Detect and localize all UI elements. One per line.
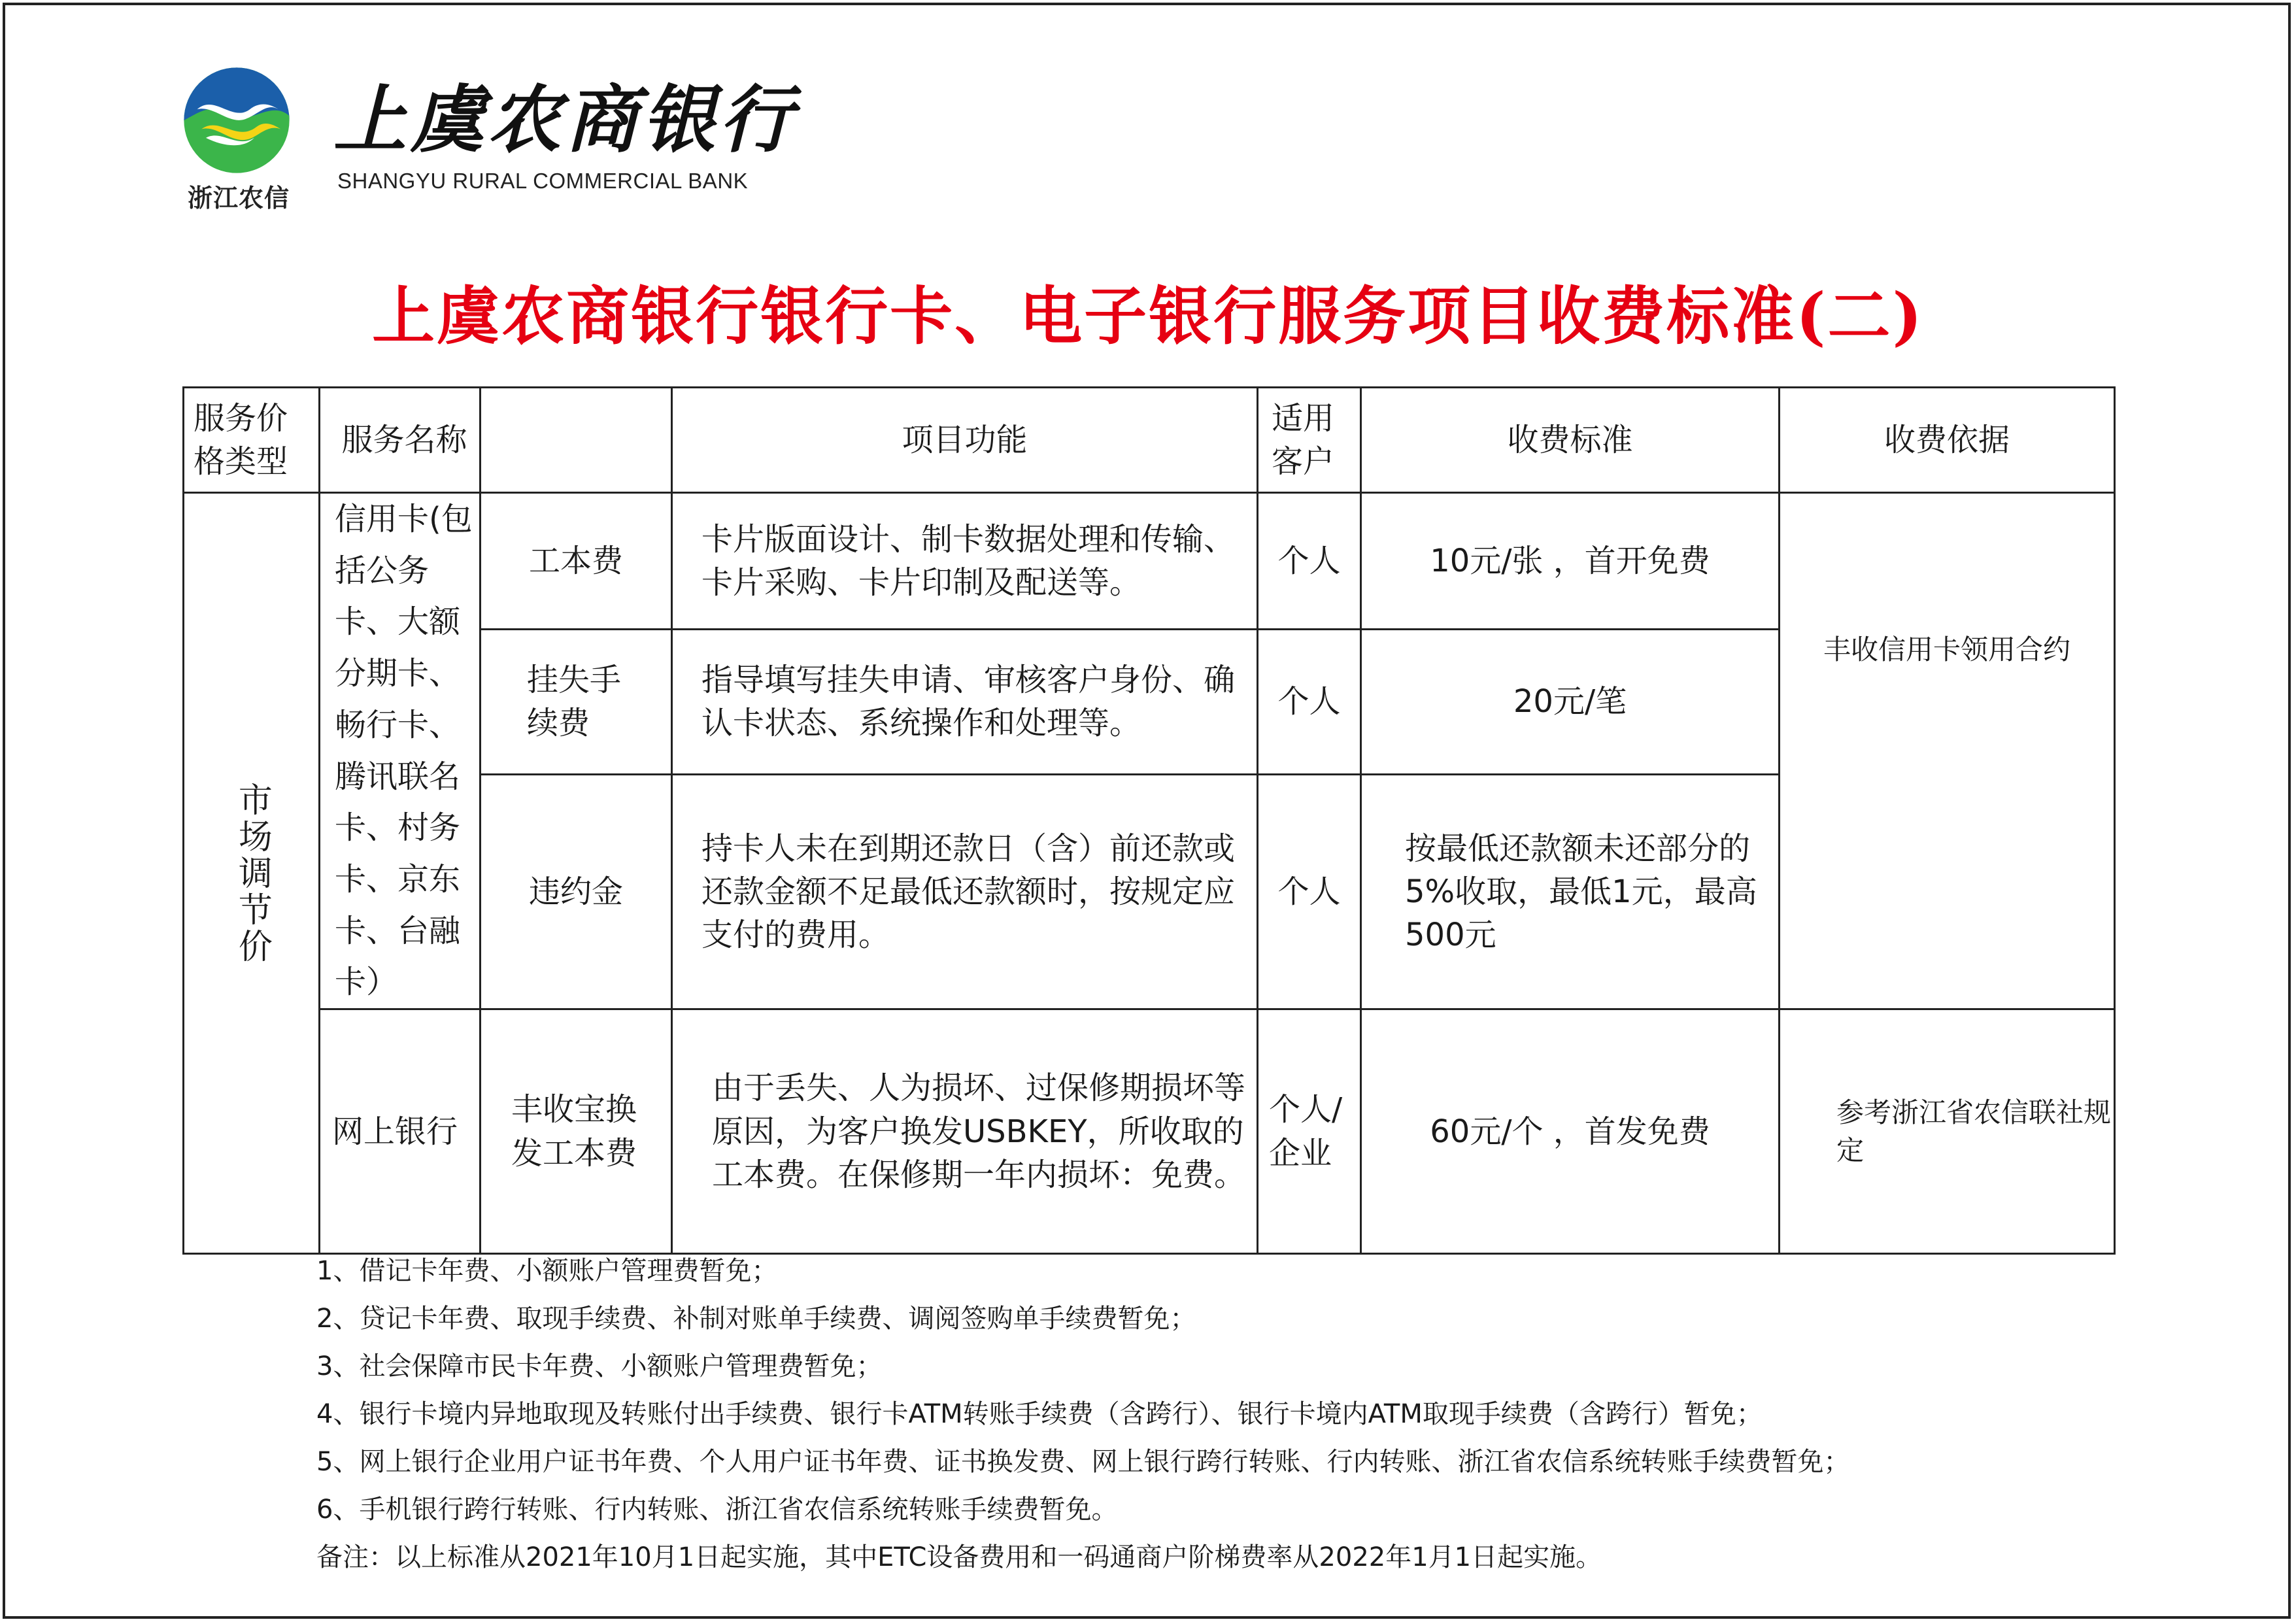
item-name: 工本费 (481, 493, 672, 630)
logo-caption: 浙江农信 (187, 184, 290, 212)
fee-standard: 10元/张 ，首开免费 (1361, 493, 1780, 630)
table-row (184, 1009, 2115, 1254)
bank-name: 上虞农商银行 (333, 77, 796, 163)
item-function: 指导填写挂失申请、审核客户身份、确认卡状态、系统操作和处理等。 (672, 629, 1258, 774)
bank-logo (177, 65, 301, 212)
item-name: 挂失手续费 (481, 629, 672, 774)
customer-type: 个人 (1258, 629, 1361, 774)
note-item: 4、银行卡境内异地取现及转账付出手续费、银行卡ATM转账手续费（含跨行）、银行卡境内ATM取现手续费（含跨行）暂免； (316, 1399, 1763, 1429)
header-fee-standard: 收费标准 (1361, 388, 1780, 493)
header-price-type: 服务价格类型 (184, 388, 320, 493)
note-item: 6、手机银行跨行转账、行内转账、浙江省农信系统转账手续费暂免。 (316, 1495, 1118, 1525)
item-function: 持卡人未在到期还款日（含）前还款或还款金额不足最低还款额时，按规定应支付的费用。 (672, 774, 1258, 1009)
zhejiang-rural-credit-logo-icon (182, 65, 292, 175)
note-item: 3、社会保障市民卡年费、小额账户管理费暂免； (316, 1351, 883, 1381)
item-name: 丰收宝换发工本费 (481, 1009, 672, 1254)
fee-standard: 60元/个 ，首发免费 (1361, 1009, 1780, 1254)
bank-name-english: SHANGYU RURAL COMMERCIAL BANK (337, 169, 749, 193)
fee-basis: 丰收信用卡领用合约 (1780, 493, 2115, 1009)
service-name-credit-card: 信用卡(包括公务卡、大额分期卡、畅行卡、腾讯联名卡、村务卡、京东卡、台融卡） (335, 501, 473, 1001)
note-remark: 备注：以上标准从2021年10月1日起实施，其中ETC设备费用和一码通商户阶梯费率从2022年1月1日起实施。 (316, 1542, 1602, 1572)
price-type-cell (184, 493, 320, 1254)
customer-type: 个人 (1258, 774, 1361, 1009)
price-type-value: 市场调节价 (232, 781, 272, 965)
fee-basis: 参考浙江省农信联社规定 (1780, 1009, 2115, 1254)
header-item-function: 项目功能 (672, 388, 1258, 493)
fee-standard: 20元/笔 (1361, 629, 1780, 774)
note-item: 1、借记卡年费、小额账户管理费暂免； (316, 1256, 778, 1286)
header-customer: 适用客户 (1258, 388, 1361, 493)
note-item: 5、网上银行企业用户证书年费、个人用户证书年费、证书换发费、网上银行跨行转账、行内转账、浙江省农信系统转账手续费暂免； (316, 1447, 1850, 1477)
fee-standard: 按最低还款额未还部分的5%收取，最低1元，最高500元 (1361, 774, 1780, 1009)
service-name-cell (320, 493, 481, 1009)
fee-table (182, 386, 2116, 1255)
table-header-row (184, 388, 2115, 493)
table-row (184, 493, 2115, 630)
customer-type: 个人 (1258, 493, 1361, 630)
header-service-name: 服务名称 (320, 388, 481, 493)
item-name: 违约金 (481, 774, 672, 1009)
header-blank (481, 388, 672, 493)
notes-section (316, 1247, 2212, 1582)
item-function: 由于丢失、人为损坏、过保修期损坏等原因，为客户换发USBKEY，所收取的工本费。在保修期一年内损坏：免费。 (672, 1009, 1258, 1254)
note-item: 2、贷记卡年费、取现手续费、补制对账单手续费、调阅签购单手续费暂免； (316, 1304, 1196, 1334)
header-fee-basis: 收费依据 (1780, 388, 2115, 493)
service-name-online-banking: 网上银行 (320, 1009, 481, 1254)
document-title: 上虞农商银行银行卡、电子银行服务项目收费标准(二) (372, 279, 1924, 353)
item-function: 卡片版面设计、制卡数据处理和传输、卡片采购、卡片印制及配送等。 (672, 493, 1258, 630)
customer-type: 个人/企业 (1258, 1009, 1361, 1254)
